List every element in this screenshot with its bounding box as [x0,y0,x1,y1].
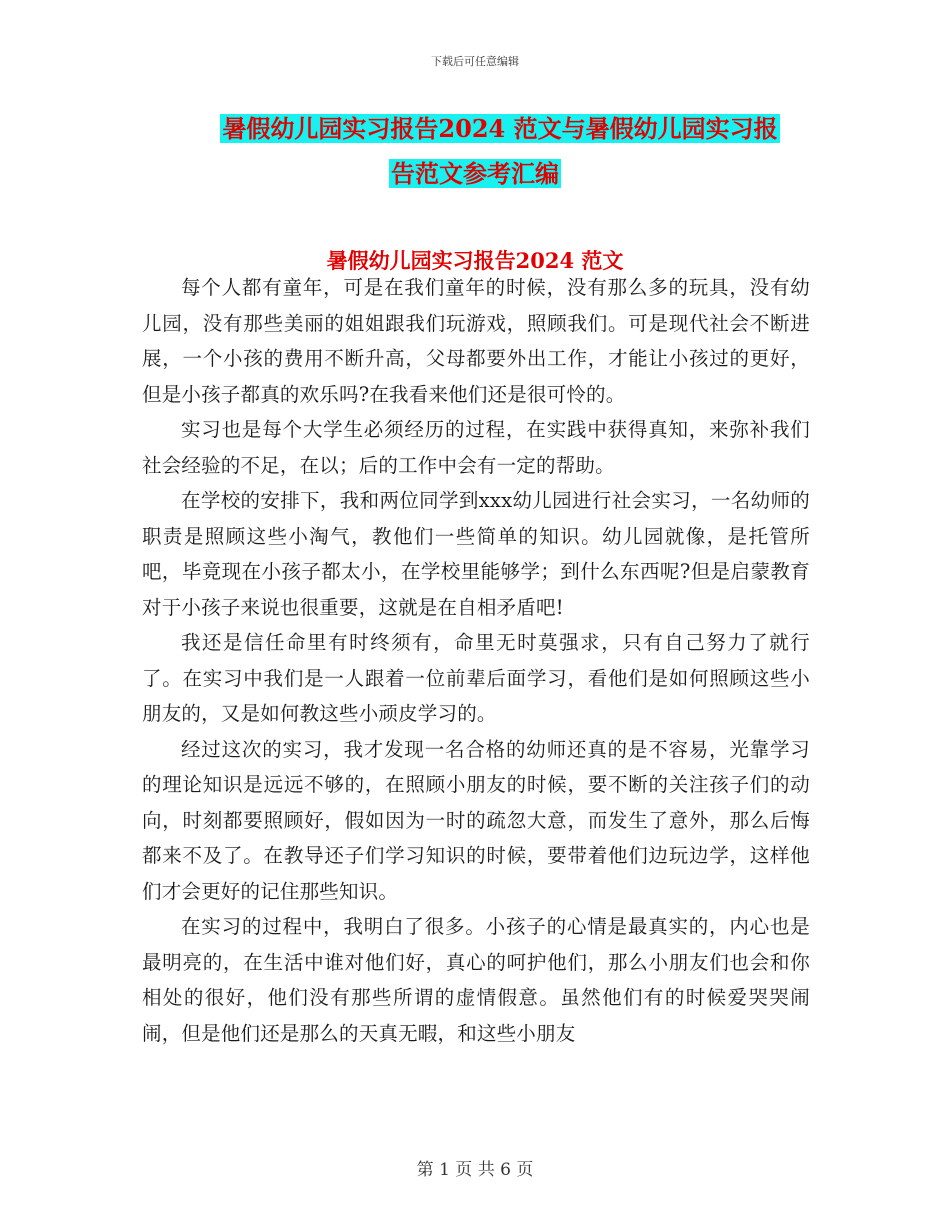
section-heading: 暑假幼儿园实习报告2024 范文 [326,248,624,273]
document-title-line-2 [0,157,950,191]
body-text [142,270,810,1051]
title-highlight-2: 告范文参考汇编 [391,159,559,188]
header-note: 下载后可任意编辑 [431,55,519,68]
page-footer: 第 1 页 共 6 页 [416,1160,534,1180]
paragraph-4: 我还是信任命里有时终须有，命里无时莫强求，只有自己努力了就行了。在实习中我们是一人跟着一位前辈后面学习，看他们是如何照顾这些小朋友的，又是如何教这些小顽皮学习的。 [142,631,810,725]
paragraph-3: 在学校的安排下，我和两位同学到xxx幼儿园进行社会实习，一名幼师的职责是照顾这些小淘气，教他们一些简单的知识。幼儿园就像，是托管所吧，毕竟现在小孩子都太小，在学校里能够学；到什么东西呢?但是启蒙教育对于小孩子来说也很重要，这就是在自相矛盾吧! [142,489,810,619]
paragraph-6: 在实习的过程中，我明白了很多。小孩子的心情是最真实的，内心也是最明亮的，在生活中谁对他们好，真心的呵护他们，那么小朋友们也会和你相处的很好，他们没有那些所谓的虚情假意。虽然他们有的时候爱哭哭闹闹，但是他们还是那么的天真无暇，和这些小朋友 [142,915,810,1045]
title-highlight-1: 暑假幼儿园实习报告2024 范文与暑假幼儿园实习报 [222,114,778,143]
paragraph-2: 实习也是每个大学生必须经历的过程，在实践中获得真知，来弥补我们社会经验的不足，在以；后的工作中会有一定的帮助。 [142,418,810,477]
paragraph-5: 经过这次的实习，我才发现一名合格的幼师还真的是不容易，光靠学习的理论知识是远远不够的，在照顾小朋友的时候，要不断的关注孩子们的动向，时刻都要照顾好，假如因为一时的疏忽大意，而发生了意外，那么后悔都来不及了。在教导还子们学习知识的时候，要带着他们边玩边学，这样他们才会更好的记住那些知识。 [142,737,810,903]
paragraph-1: 每个人都有童年，可是在我们童年的时候，没有那么多的玩具，没有幼儿园，没有那些美丽的姐姐跟我们玩游戏，照顾我们。可是现代社会不断进展，一个小孩的费用不断升高，父母都要外出工作，才能让小孩过的更好，但是小孩子都真的欢乐吗?在我看来他们还是很可怜的。 [142,276,810,406]
document-title-line-1 [0,112,950,146]
